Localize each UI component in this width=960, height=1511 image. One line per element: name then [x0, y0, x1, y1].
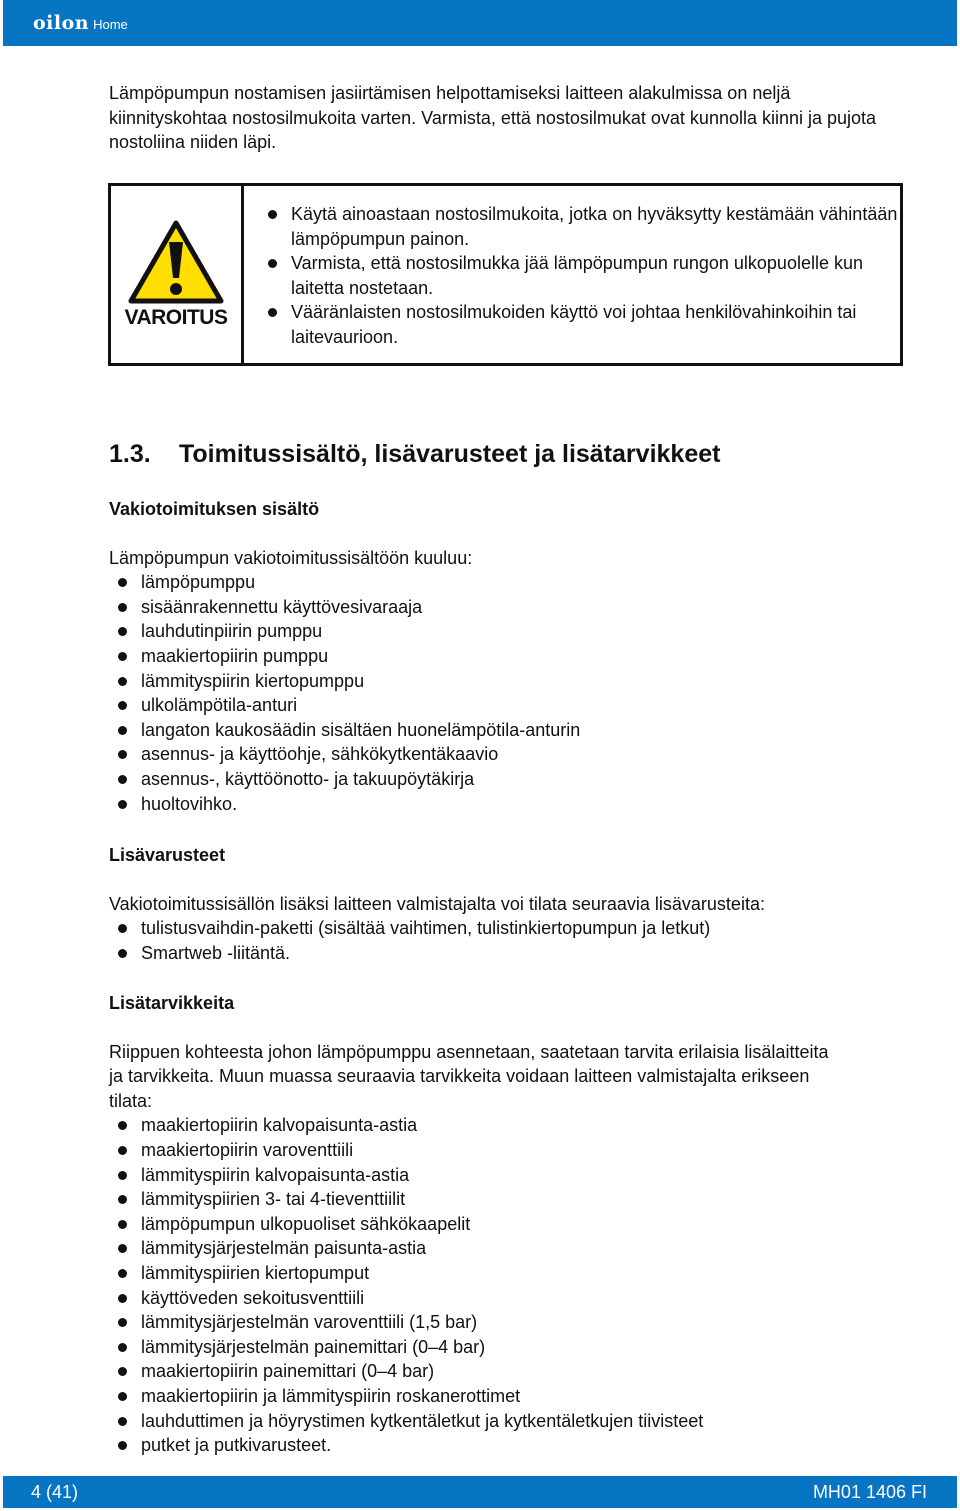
list-item: maakiertopiirin varoventtiili — [109, 1138, 909, 1163]
page-number: 4 (41) — [31, 1481, 79, 1502]
section-title: Toimitussisältö, lisävarusteet ja lisätarvikkeet — [179, 440, 721, 468]
list-item: lämmityspiirien kiertopumput — [109, 1261, 909, 1286]
standard-delivery-section — [109, 497, 909, 816]
warning-item: Varmista, että nostosilmukka jää lämpöpumpun rungon ulkopuolelle kun laitetta nostetaan. — [266, 251, 900, 300]
supplies-heading: Lisätarvikkeita — [109, 993, 235, 1013]
warning-item: Vääränlaisten nostosilmukoiden käyttö voi johtaa henkilövahinkoihin tai laitevaurioon. — [266, 300, 900, 349]
list-item: maakiertopiirin painemittari (0–4 bar) — [109, 1359, 909, 1384]
supplies-list — [109, 1113, 909, 1457]
standard-list — [109, 570, 909, 816]
list-item: lämmityspiirin kiertopumppu — [109, 669, 909, 694]
list-item: asennus-, käyttöönotto- ja takuupöytäkirja — [109, 767, 909, 792]
warning-item: Käytä ainoastaan nostosilmukoita, jotka on hyväksytty kestämään vähintään lämpöpumpun painon. — [266, 202, 900, 251]
accessories-list — [109, 916, 909, 965]
list-item: lämmitysjärjestelmän varoventtiili (1,5 bar) — [109, 1310, 909, 1335]
brand-name: oilon — [33, 12, 90, 34]
list-item: sisäänrakennettu käyttövesivaraaja — [109, 595, 909, 620]
list-item: lauhduttimen ja höyrystimen kytkentäletkut ja kytkentäletkujen tiivisteet — [109, 1409, 909, 1434]
list-item: tulistusvaihdin-paketti (sisältää vaihtimen, tulistinkiertopumpun ja letkut) — [109, 916, 909, 941]
list-item: asennus- ja käyttöohje, sähkökytkentäkaavio — [109, 742, 909, 767]
list-item: Smartweb -liitäntä. — [109, 941, 909, 966]
standard-heading: Vakiotoimituksen sisältö — [109, 499, 320, 519]
list-item: lämpöpumpun ulkopuoliset sähkökaapelit — [109, 1212, 909, 1237]
warning-label: VAROITUS — [124, 305, 228, 329]
list-item: langaton kaukosäädin sisältäen huonelämpötila-anturin — [109, 718, 909, 743]
list-item: lauhdutinpiirin pumppu — [109, 619, 909, 644]
accessories-section — [109, 843, 909, 965]
brand-sub: Home — [93, 17, 128, 32]
list-item: ulkolämpötila-anturi — [109, 693, 909, 718]
brand-logo[interactable] — [33, 12, 128, 34]
intro-paragraph: Lämpöpumpun nostamisen jasiirtämisen helpottamiseksi laitteen alakulmissa on neljä kiinnityskohtaa nostosilmukoita varten. Varmista, että nostosilmukat ovat kunnolla kiinni ja pujota nostoliina niiden läpi. — [109, 83, 877, 153]
header-bar — [3, 0, 957, 46]
supplies-intro: Riippuen kohteesta johon lämpöpumppu asennetaan, saatetaan tarvita erilaisia lisälaitteita ja tarvikkeita. Muun muassa seuraavia tarvikkeita voidaan laitteen valmistajalta erikseen tilata: — [109, 1041, 829, 1111]
warning-list — [244, 186, 900, 363]
list-item: lämmityspiirin kalvopaisunta-astia — [109, 1163, 909, 1188]
accessories-intro: Vakiotoimitussisällön lisäksi laitteen valmistajalta voi tilata seuraavia lisävarusteita: — [109, 893, 765, 914]
warning-triangle-icon — [128, 220, 224, 304]
list-item: lämpöpumppu — [109, 570, 909, 595]
list-item: maakiertopiirin kalvopaisunta-astia — [109, 1113, 909, 1138]
list-item: maakiertopiirin ja lämmityspiirin roskanerottimet — [109, 1384, 909, 1409]
list-item: maakiertopiirin pumppu — [109, 644, 909, 669]
list-item: käyttöveden sekoitusventtiili — [109, 1286, 909, 1311]
warning-icon-cell — [111, 186, 244, 363]
list-item: lämmitysjärjestelmän painemittari (0–4 bar) — [109, 1335, 909, 1360]
supplies-section — [109, 991, 909, 1458]
standard-intro: Lämpöpumpun vakiotoimitussisältöön kuuluu: — [109, 547, 473, 568]
document-code: MH01 1406 FI — [812, 1481, 927, 1502]
section-heading — [109, 440, 720, 469]
list-item: lämmityspiirien 3- tai 4-tieventtiilit — [109, 1187, 909, 1212]
footer-bar — [3, 1476, 957, 1508]
list-item: huoltovihko. — [109, 792, 909, 817]
list-item: putket ja putkivarusteet. — [109, 1433, 909, 1458]
accessories-heading: Lisävarusteet — [109, 845, 226, 865]
list-item: lämmitysjärjestelmän paisunta-astia — [109, 1236, 909, 1261]
warning-box — [108, 183, 903, 366]
section-number: 1.3. — [109, 440, 151, 468]
